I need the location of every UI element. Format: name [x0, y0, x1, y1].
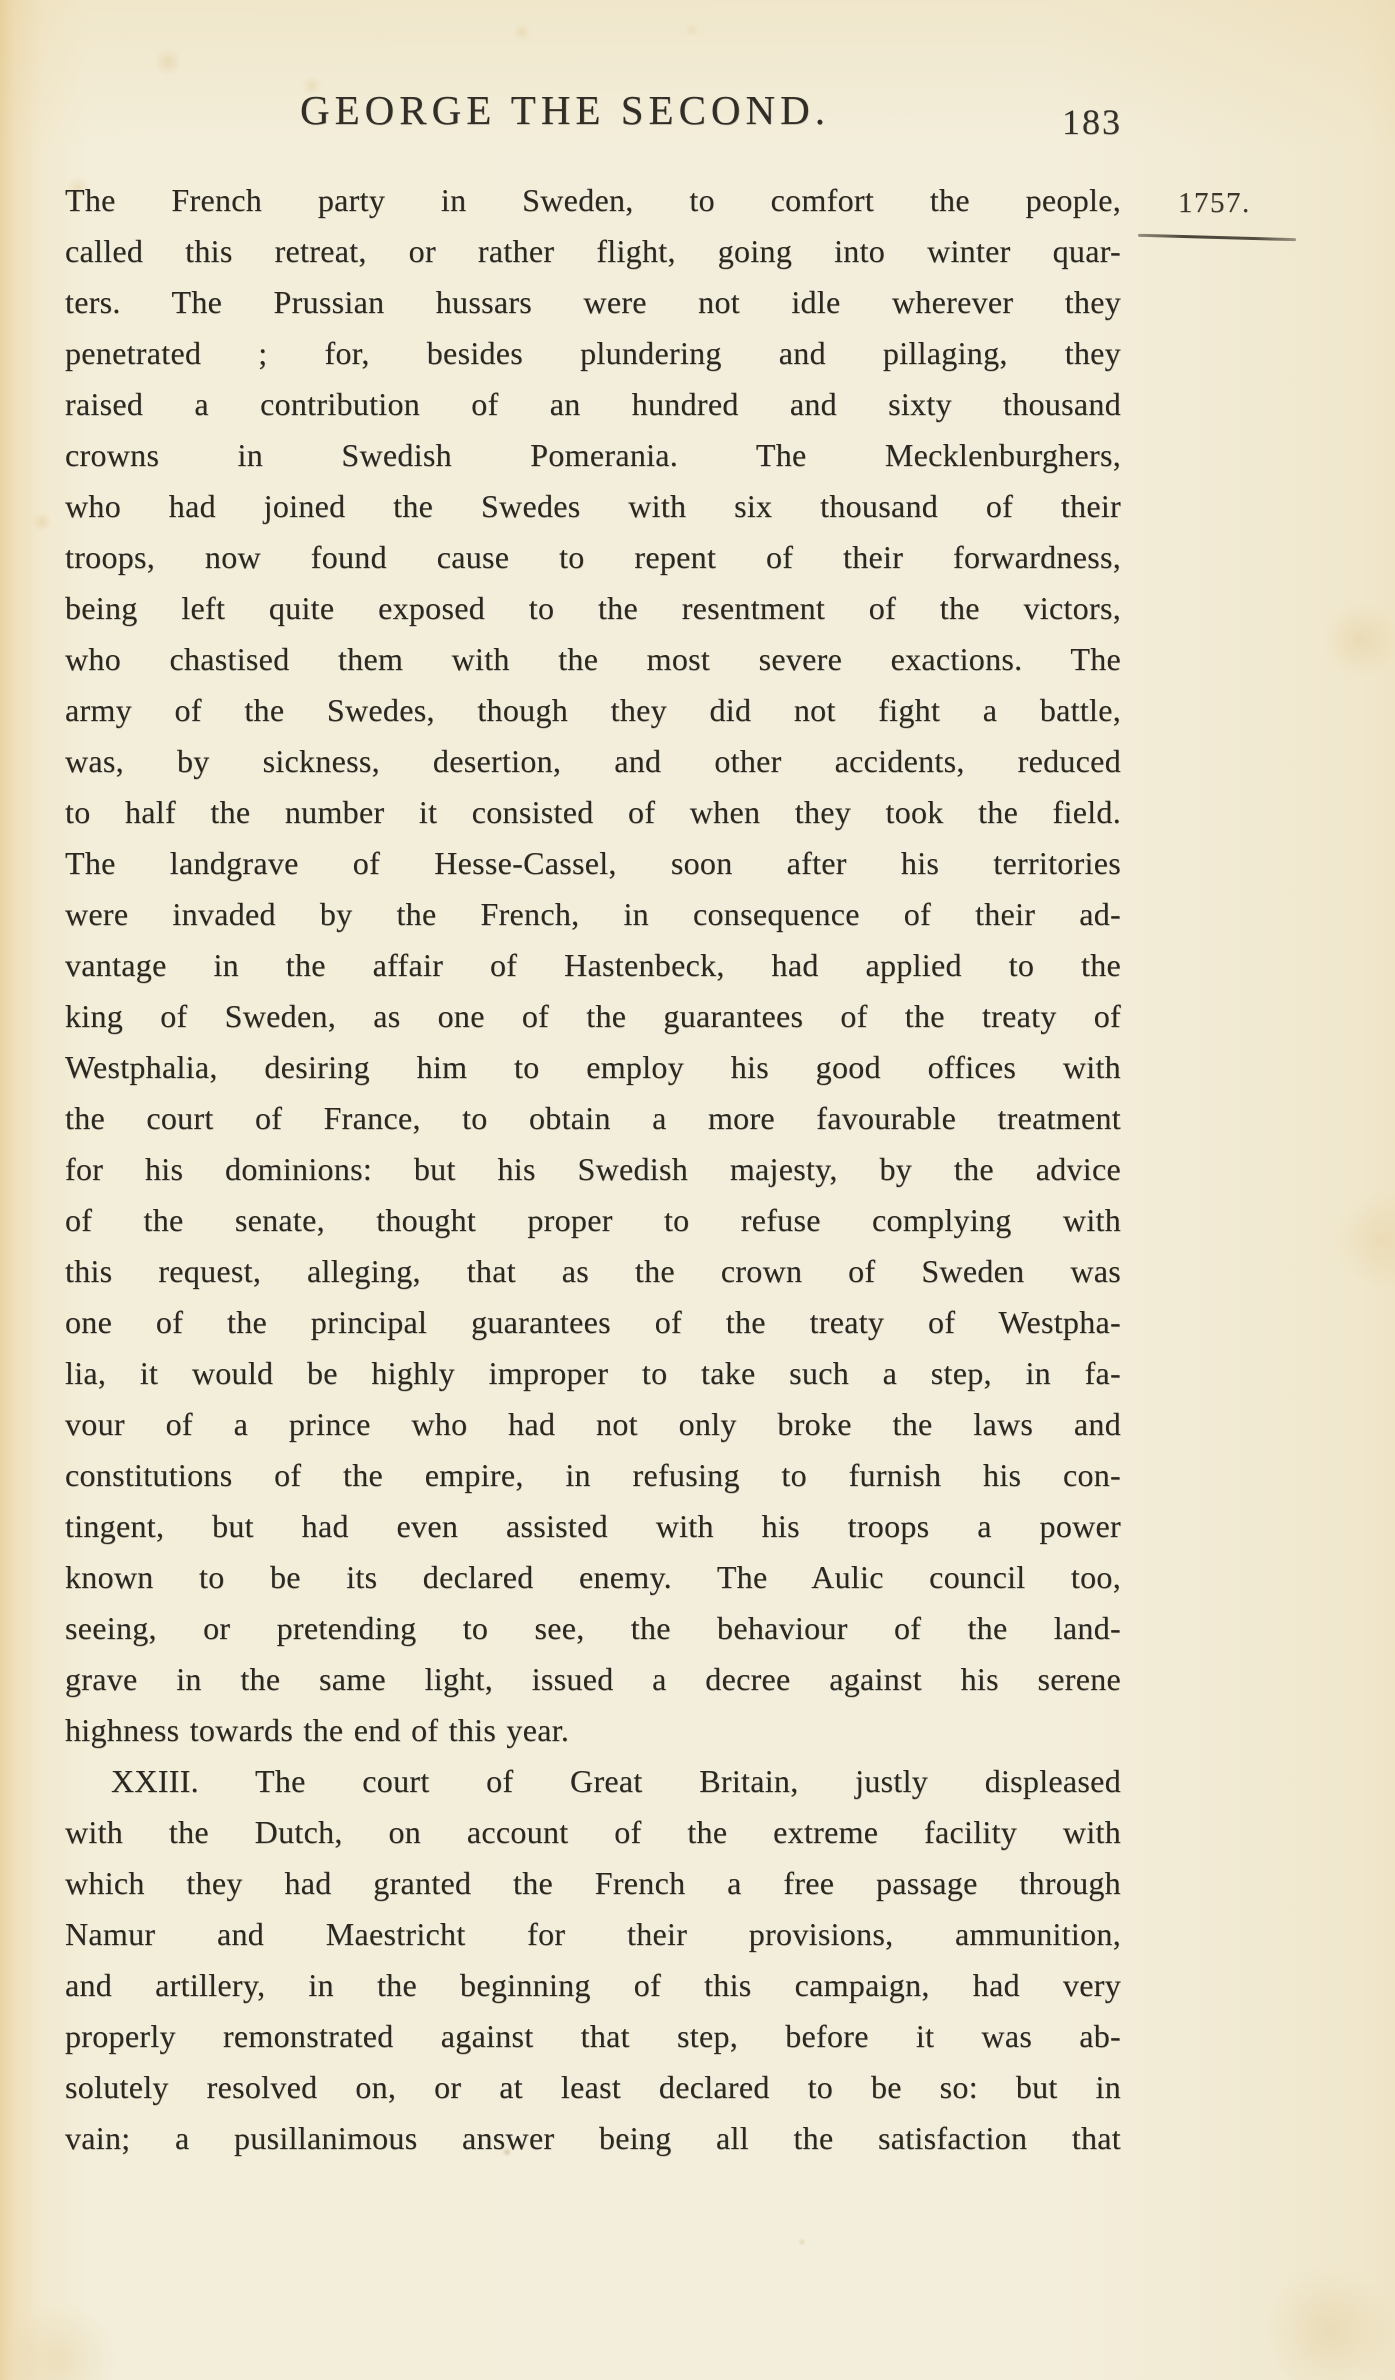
text-line: known to be its declared enemy. The Aulic council too,	[65, 1559, 1121, 1595]
text-line: highness towards the end of this year.	[65, 1712, 570, 1748]
text-line: grave in the same light, issued a decree against his serene	[65, 1661, 1121, 1697]
text-line: being left quite exposed to the resentment of the victors,	[65, 590, 1121, 626]
margin-rule	[1138, 234, 1296, 241]
running-header-title: GEORGE THE SECOND.	[300, 87, 830, 133]
text-line: for his dominions: but his Swedish majesty, by the advice	[65, 1151, 1121, 1187]
text-line: constitutions of the empire, in refusing to furnish his con-	[65, 1457, 1121, 1493]
text-line: tingent, but had even assisted with his troops a power	[65, 1508, 1121, 1544]
text-line: vour of a prince who had not only broke the laws and	[65, 1406, 1121, 1442]
text-line: which they had granted the French a free passage through	[65, 1865, 1121, 1901]
text-line: called this retreat, or rather flight, going into winter quar-	[65, 233, 1121, 269]
text-line: ters. The Prussian hussars were not idle wherever they	[65, 284, 1121, 320]
text-line: king of Sweden, as one of the guarantees of the treaty of	[65, 998, 1121, 1034]
body-text	[65, 175, 1121, 2164]
text-line: one of the principal guarantees of the treaty of Westpha-	[65, 1304, 1121, 1340]
text-line: and artillery, in the beginning of this campaign, had very	[65, 1967, 1121, 2003]
text-line: vain; a pusillanimous answer being all the satisfaction that	[65, 2120, 1121, 2156]
text-line: were invaded by the French, in consequence of their ad-	[65, 896, 1121, 932]
text-line: to half the number it consisted of when they took the field.	[65, 794, 1121, 830]
margin-year-note: 1757.	[1178, 187, 1251, 219]
text-line: of the senate, thought proper to refuse complying with	[65, 1202, 1121, 1238]
text-line: vantage in the affair of Hastenbeck, had applied to the	[65, 947, 1121, 983]
text-line: with the Dutch, on account of the extreme facility with	[65, 1814, 1121, 1850]
text-line: raised a contribution of an hundred and sixty thousand	[65, 386, 1121, 422]
text-line: who had joined the Swedes with six thousand of their	[65, 488, 1121, 524]
text-line: troops, now found cause to repent of their forwardness,	[65, 539, 1121, 575]
text-line: penetrated ; for, besides plundering and pillaging, they	[65, 335, 1121, 371]
text-line: crowns in Swedish Pomerania. The Mecklenburghers,	[65, 437, 1121, 473]
text-line: properly remonstrated against that step, before it was ab-	[65, 2018, 1121, 2054]
text-line: who chastised them with the most severe exactions. The	[65, 641, 1121, 677]
text-line: Namur and Maestricht for their provisions, ammunition,	[65, 1916, 1121, 1952]
text-line: The French party in Sweden, to comfort the people,	[65, 182, 1121, 218]
page-number: 183	[1062, 102, 1122, 142]
text-line: solutely resolved on, or at least declared to be so: but in	[65, 2069, 1121, 2105]
text-line: Westphalia, desiring him to employ his good offices with	[65, 1049, 1121, 1085]
text-line: lia, it would be highly improper to take such a step, in fa-	[65, 1355, 1121, 1391]
text-line: this request, alleging, that as the crown of Sweden was	[65, 1253, 1121, 1289]
text-line: army of the Swedes, though they did not fight a battle,	[65, 692, 1121, 728]
text-line: the court of France, to obtain a more favourable treatment	[65, 1100, 1121, 1136]
text-line: The landgrave of Hesse-Cassel, soon after his territories	[65, 845, 1121, 881]
text-line: was, by sickness, desertion, and other accidents, reduced	[65, 743, 1121, 779]
text-line: XXIII. The court of Great Britain, justly displeased	[111, 1763, 1121, 1799]
text-line: seeing, or pretending to see, the behaviour of the land-	[65, 1610, 1121, 1646]
